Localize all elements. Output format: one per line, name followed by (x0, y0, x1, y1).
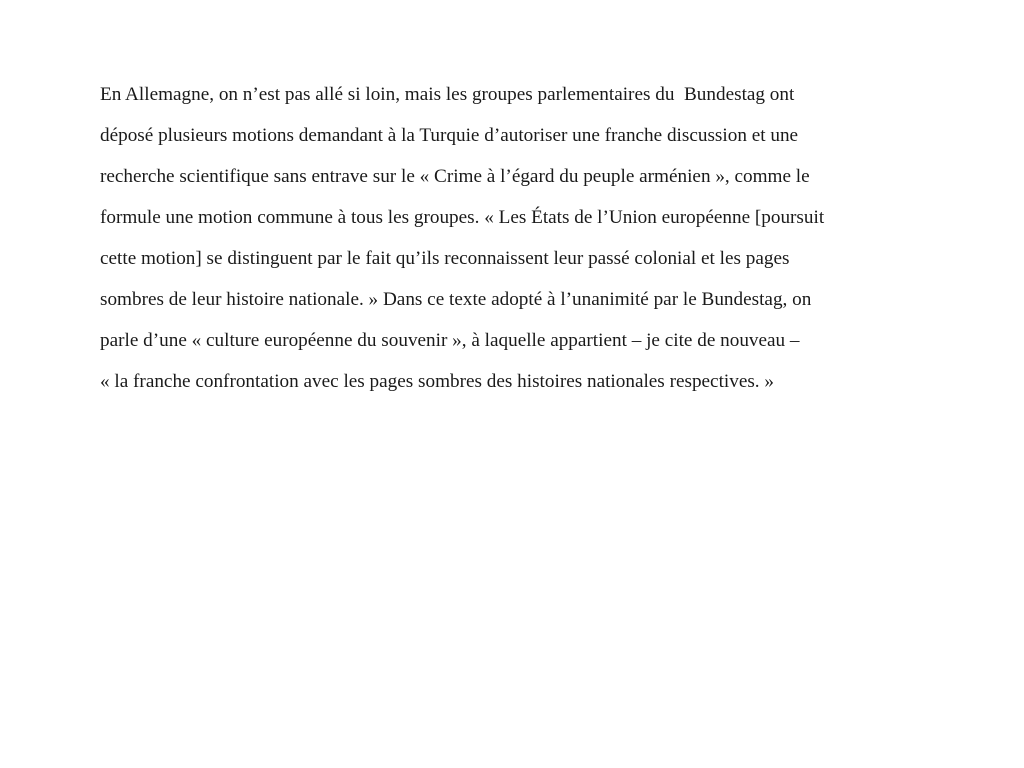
paragraph-line-1: En Allemagne, on n’est pas allé si loin, mais les groupes parlementaires du Bundestag ont (100, 84, 795, 105)
paragraph-line-3: recherche scientifique sans entrave sur le « Crime à l’égard du peuple arménien », comme le (100, 166, 810, 187)
paragraph-line-8: « la franche confrontation avec les pages sombres des histoires nationales respectives. » (100, 371, 774, 392)
paragraph-line-4: formule une motion commune à tous les groupes. « Les États de l’Union européenne [poursuit (100, 207, 825, 228)
paragraph-line-5: cette motion] se distinguent par le fait qu’ils reconnaissent leur passé colonial et les pages (100, 248, 790, 269)
paragraph-line-7: parle d’une « culture européenne du souvenir », à laquelle appartient – je cite de nouveau – (100, 330, 800, 351)
paragraph-line-6: sombres de leur histoire nationale. » Dans ce texte adopté à l’unanimité par le Bundestag, on (100, 289, 812, 310)
paragraph-line-2: déposé plusieurs motions demandant à la Turquie d’autoriser une franche discussion et une (100, 125, 799, 146)
body-paragraph (100, 74, 1000, 402)
